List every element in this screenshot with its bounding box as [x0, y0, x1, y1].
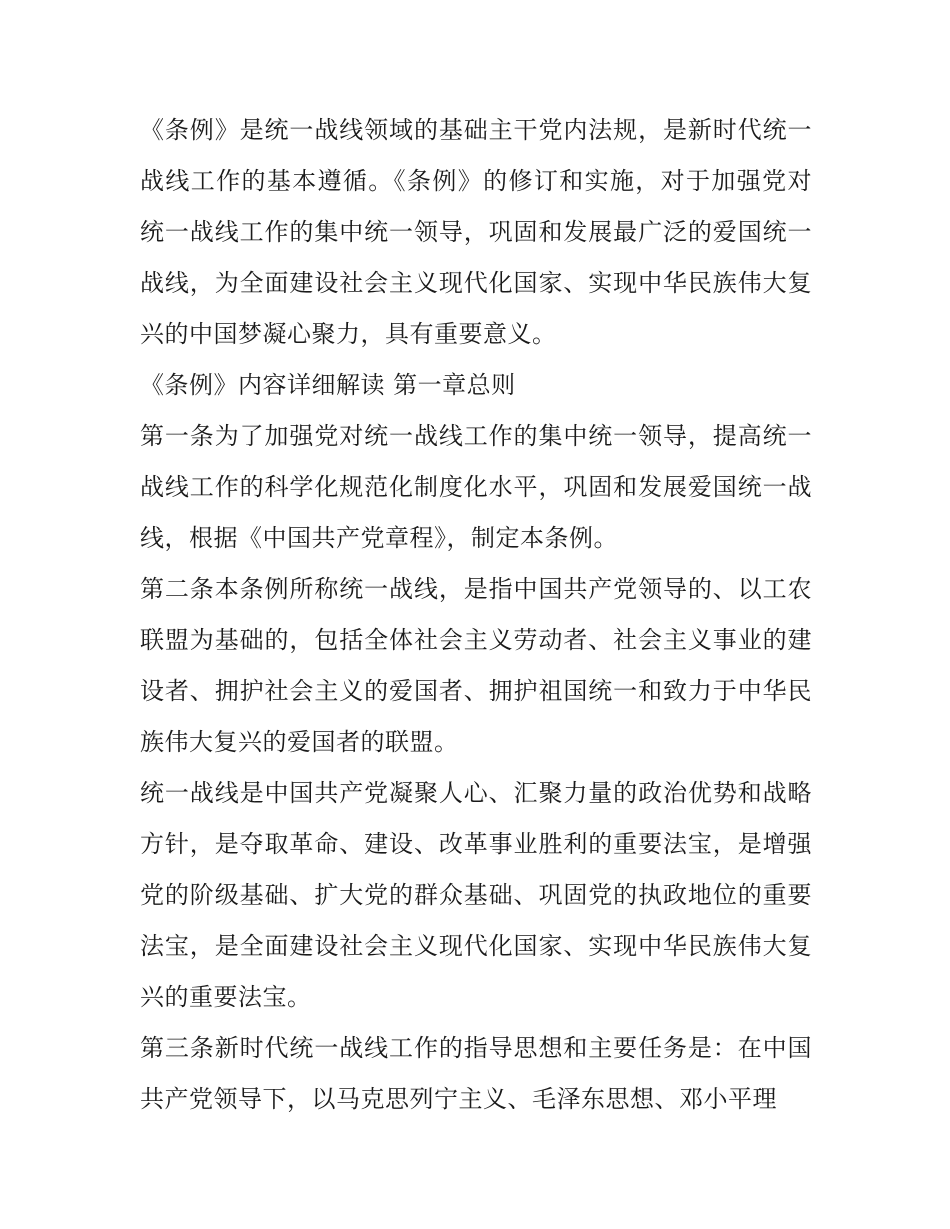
section-heading: 《条例》内容详细解读 第一章总则	[140, 371, 516, 399]
document-body	[140, 105, 812, 1125]
paragraph-intro: 《条例》是统一战线领域的基础主干党内法规，是新时代统一战线工作的基本遵循。《条例》的修订和实施，对于加强党对统一战线工作的集中统一领导，巩固和发展最广泛的爱国统一战线，为全面建设社会主义现代化国家、实现中华民族伟大复兴的中国梦凝心聚力，具有重要意义。	[140, 116, 812, 348]
paragraph-article-1: 第一条为了加强党对统一战线工作的集中统一领导，提高统一战线工作的科学化规范化制度化水平，巩固和发展爱国统一战线，根据《中国共产党章程》，制定本条例。	[140, 422, 812, 552]
paragraph-article-3: 第三条新时代统一战线工作的指导思想和主要任务是：在中国共产党领导下，以马克思列宁主义、毛泽东思想、邓小平理	[140, 1034, 812, 1113]
paragraph-united-front: 统一战线是中国共产党凝聚人心、汇聚力量的政治优势和战略方针，是夺取革命、建设、改革事业胜利的重要法宝，是增强党的阶级基础、扩大党的群众基础、巩固党的执政地位的重要法宝，是全面建设社会主义现代化国家、实现中华民族伟大复兴的重要法宝。	[140, 779, 812, 1011]
paragraph-article-2: 第二条本条例所称统一战线，是指中国共产党领导的、以工农联盟为基础的，包括全体社会主义劳动者、社会主义事业的建设者、拥护社会主义的爱国者、拥护祖国统一和致力于中华民族伟大复兴的爱国者的联盟。	[140, 575, 812, 756]
